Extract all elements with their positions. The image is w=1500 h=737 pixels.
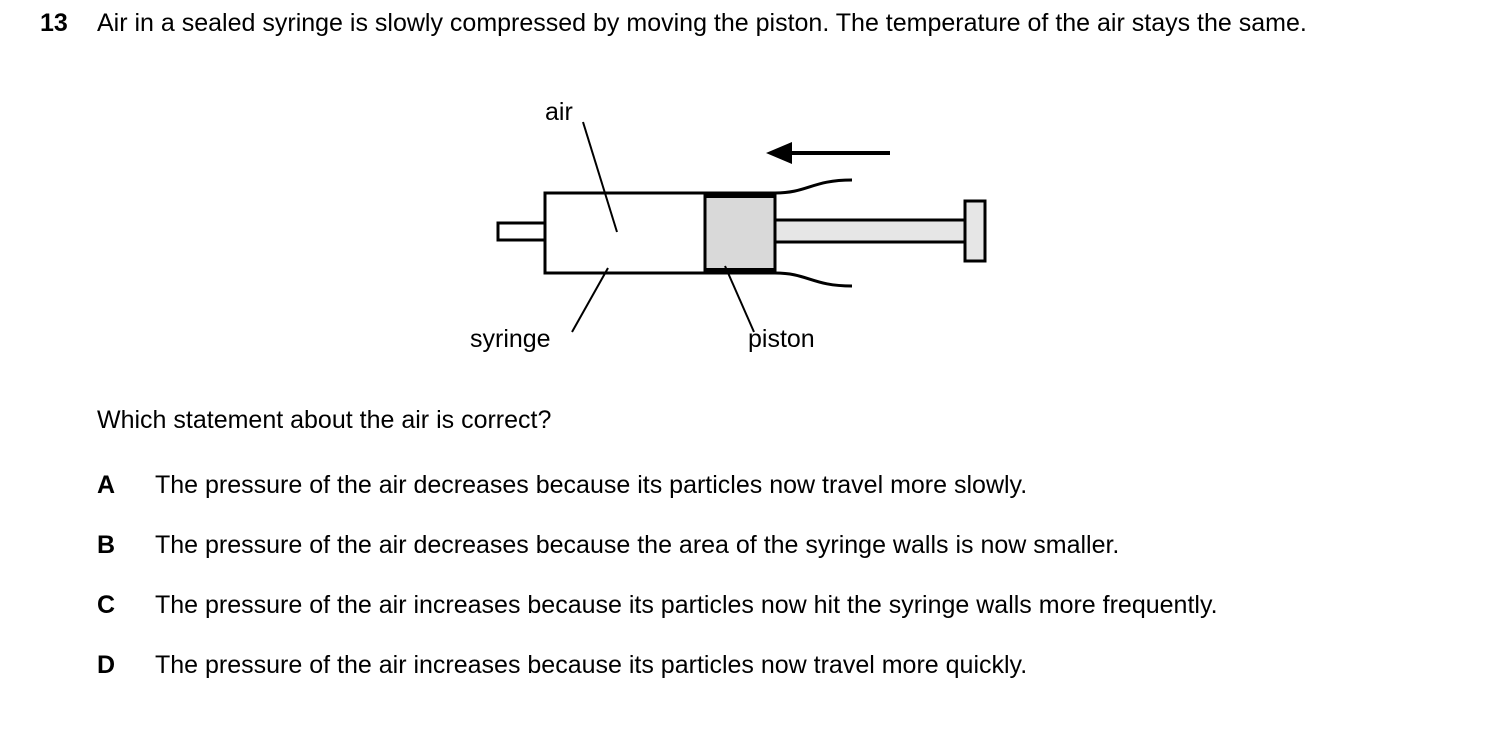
label-piston: piston xyxy=(748,325,815,353)
leader-line-piston xyxy=(725,266,754,332)
leader-line-syringe xyxy=(572,268,608,332)
piston-block xyxy=(705,193,775,273)
question-number: 13 xyxy=(40,9,68,37)
option-b-text: The pressure of the air decreases because the area of the syringe walls is now smaller. xyxy=(155,531,1120,559)
plunger-rod xyxy=(775,220,965,242)
plunger-flange xyxy=(965,201,985,261)
label-syringe: syringe xyxy=(470,325,551,353)
barrel-flange-top xyxy=(775,180,852,193)
compression-arrow xyxy=(766,142,890,164)
question-stem-text: Air in a sealed syringe is slowly compressed by moving the piston. The temperature of the air stays the same. xyxy=(97,9,1307,37)
answer-options xyxy=(97,468,1427,708)
question-stem xyxy=(40,6,1425,40)
barrel-flange-bottom xyxy=(775,273,852,286)
option-b-letter: B xyxy=(97,531,116,559)
option-a-letter: A xyxy=(97,471,116,499)
option-b[interactable] xyxy=(97,528,1427,562)
option-d-letter: D xyxy=(97,651,116,679)
syringe-nozzle xyxy=(498,223,545,240)
option-a-text: The pressure of the air decreases because its particles now travel more slowly. xyxy=(155,471,1028,499)
option-d-text: The pressure of the air increases because its particles now travel more quickly. xyxy=(155,651,1028,679)
syringe-diagram xyxy=(440,100,1040,370)
label-air: air xyxy=(545,100,573,126)
option-c-text: The pressure of the air increases because its particles now hit the syringe walls more frequently. xyxy=(155,591,1218,619)
question-prompt: Which statement about the air is correct? xyxy=(97,406,552,434)
option-c[interactable] xyxy=(97,588,1427,622)
option-d[interactable] xyxy=(97,648,1427,682)
option-c-letter: C xyxy=(97,591,116,619)
option-a[interactable] xyxy=(97,468,1427,502)
